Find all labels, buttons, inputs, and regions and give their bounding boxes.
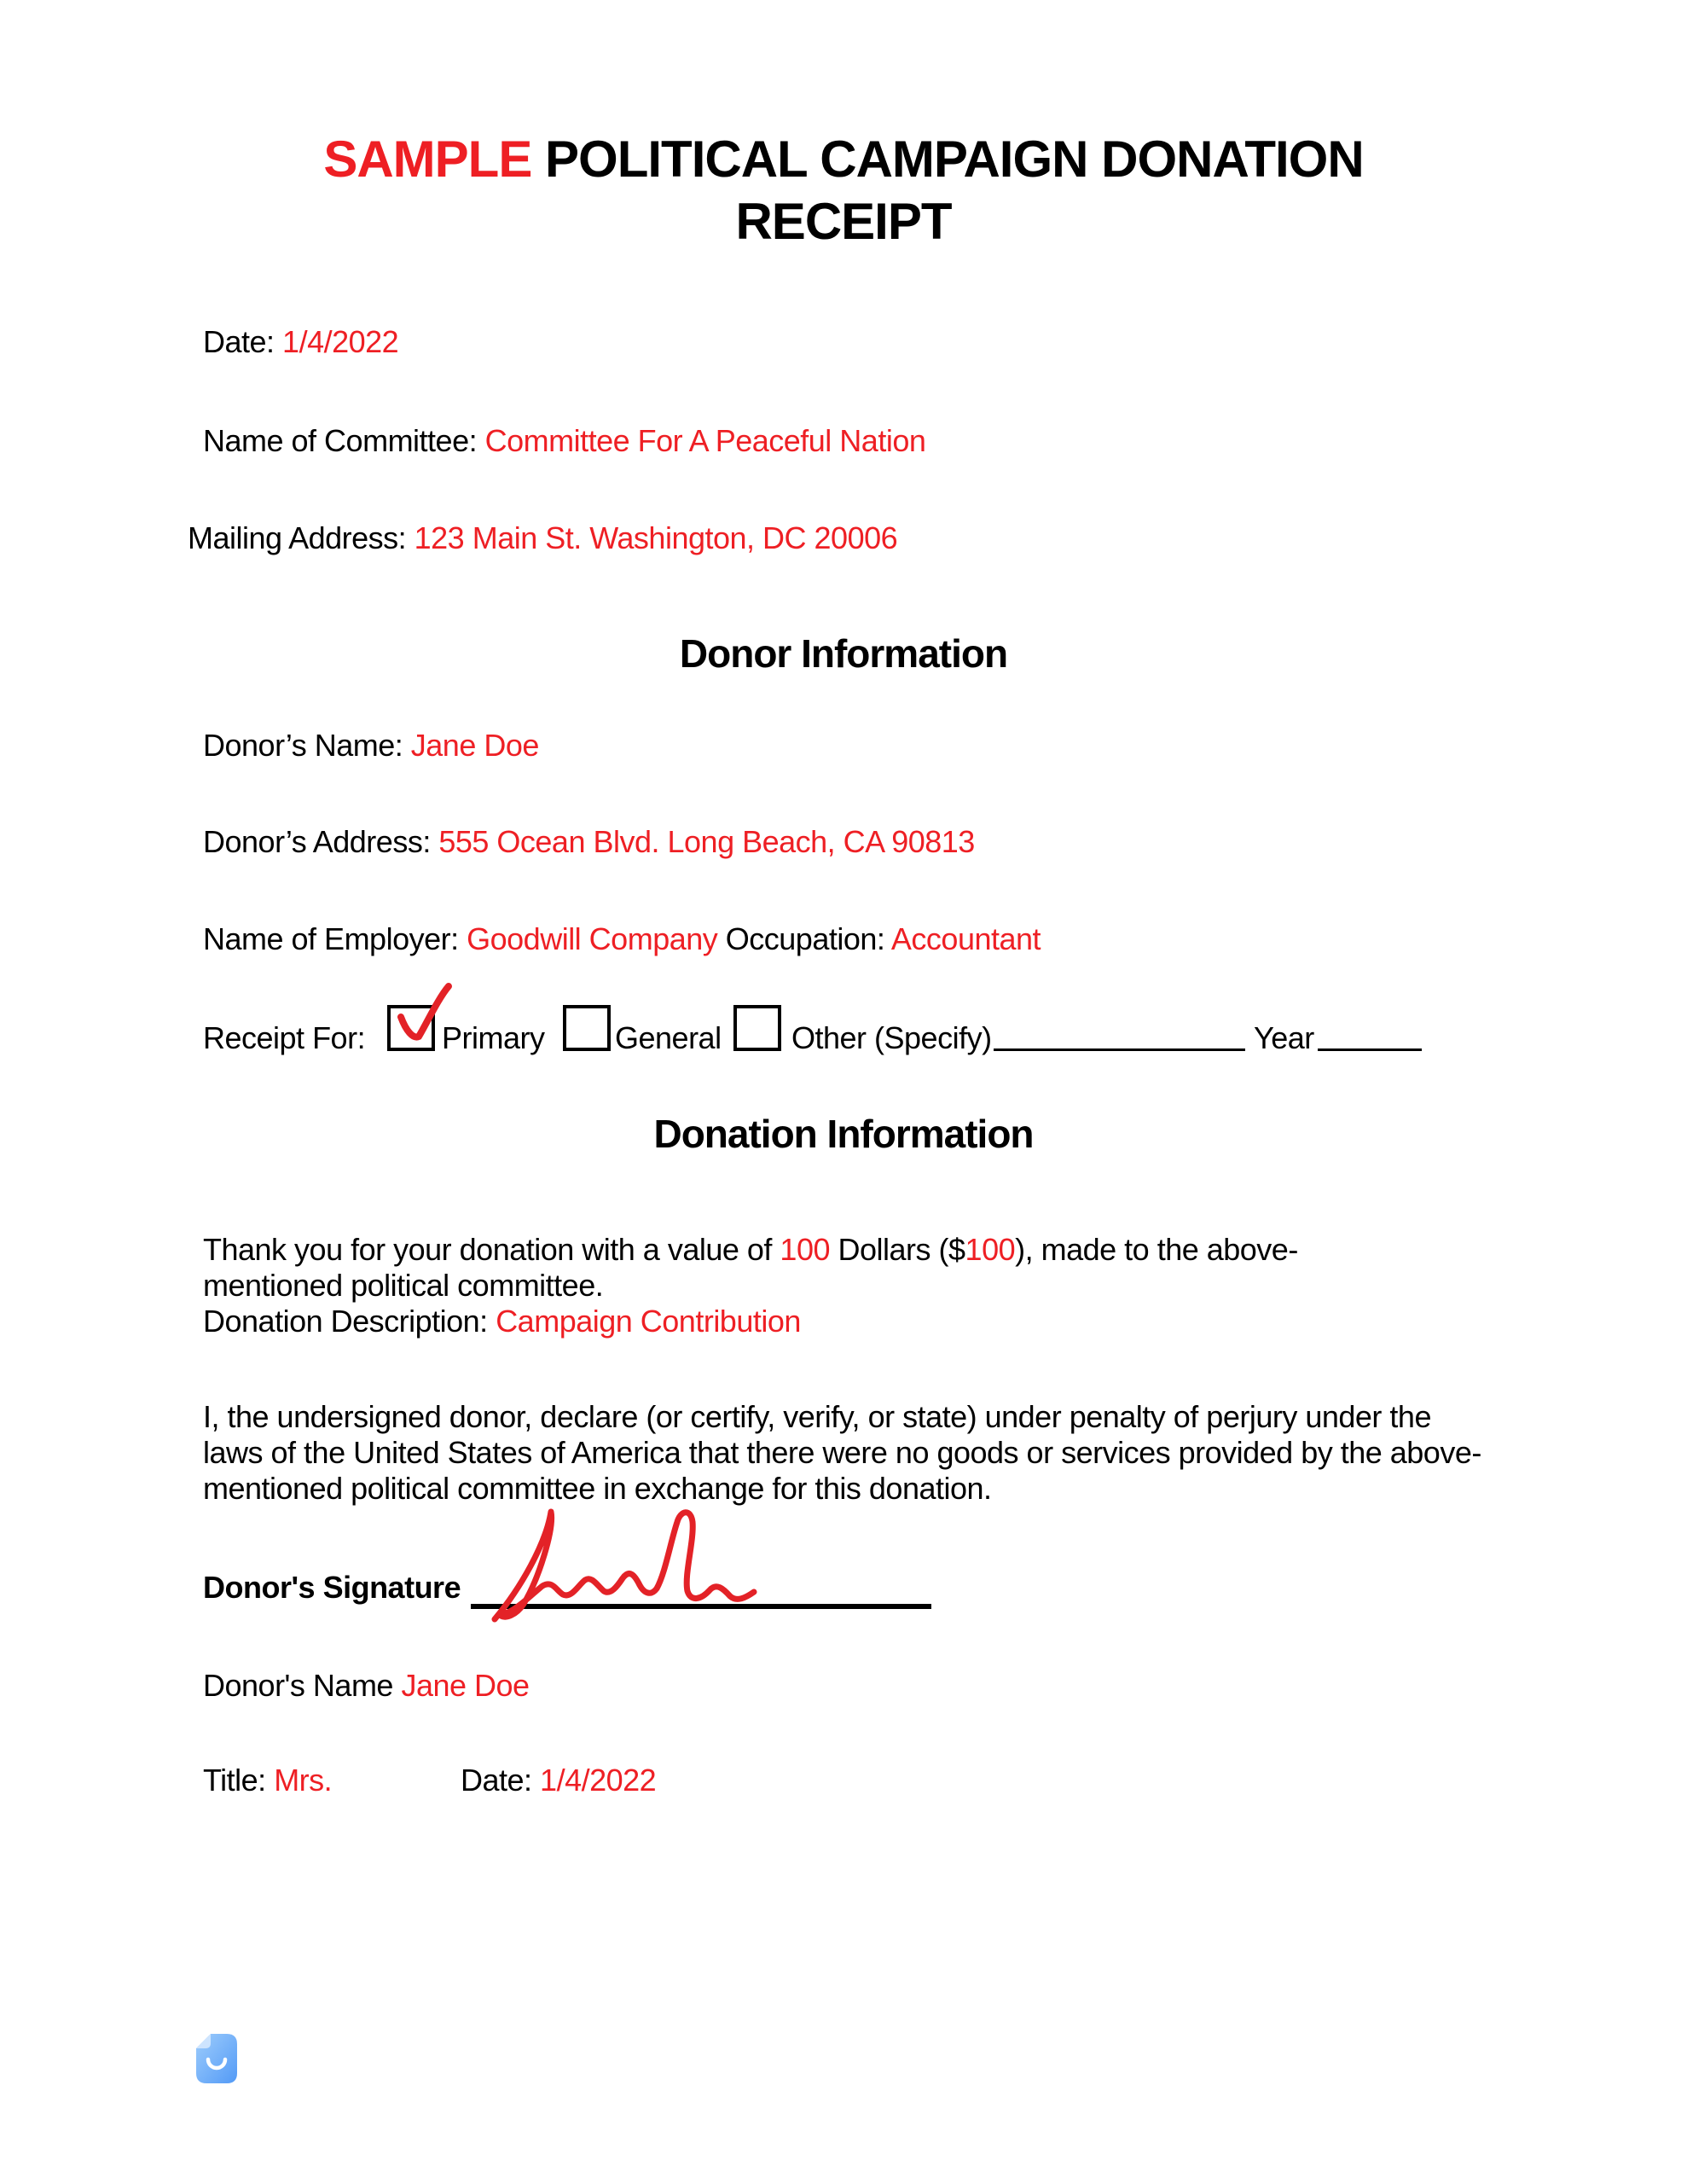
thank-you-paragraph: [203, 1232, 1337, 1304]
date-bottom-field: [461, 1763, 656, 1798]
donation-amount: 100: [965, 1232, 1016, 1267]
thanks-text-3: ), made to the above-mentioned political committee.: [203, 1232, 1298, 1303]
donation-description-value: Campaign Contribution: [496, 1304, 801, 1339]
date-row: [203, 324, 398, 360]
donor-address-label: Donor’s Address:: [203, 824, 439, 859]
donor-signature-label: Donor's Signature: [203, 1570, 461, 1605]
date-value: 1/4/2022: [282, 324, 399, 359]
date-bottom-label: Date:: [461, 1763, 541, 1798]
donation-value: 100: [780, 1232, 830, 1267]
occupation-value: Accountant: [890, 921, 1041, 956]
committee-name-row: [203, 423, 925, 459]
donor-name-bottom-value: Jane Doe: [401, 1668, 530, 1703]
title-value: Mrs.: [274, 1763, 333, 1798]
checkbox-other[interactable]: [733, 1005, 781, 1051]
committee-name-label: Name of Committee:: [203, 423, 485, 458]
page-title: [246, 128, 1441, 253]
year-label: Year: [1254, 1020, 1314, 1055]
donor-information-heading: Donor Information: [679, 631, 1008, 676]
thanks-text-2: Dollars ($: [830, 1232, 965, 1267]
declaration-paragraph: I, the undersigned donor, declare (or certify, verify, or state) under penalty of perjury under the laws of the United States of America that there were no goods or services provided by the above-mentioned political committee in exchange for this donation.: [203, 1399, 1481, 1506]
donor-name-bottom-label: Donor's Name: [203, 1668, 402, 1703]
donation-description-label: Donation Description:: [203, 1304, 496, 1339]
title-date-row: [203, 1763, 971, 1800]
document-smile-icon[interactable]: [196, 2034, 237, 2083]
other-specify-blank[interactable]: [994, 1048, 1245, 1051]
donation-information-heading: Donation Information: [653, 1112, 1034, 1156]
option-general-label: General: [615, 1020, 722, 1055]
donor-signature-scribble: [488, 1503, 808, 1631]
donor-address-row: [203, 824, 975, 860]
checkbox-primary[interactable]: [387, 1005, 435, 1051]
mailing-address-value: 123 Main St. Washington, DC 20006: [414, 520, 898, 555]
date-label: Date:: [203, 324, 283, 359]
donor-name-label: Donor’s Name:: [203, 728, 411, 763]
title-field: [203, 1763, 332, 1798]
donation-description-row: [203, 1304, 801, 1339]
employer-label: Name of Employer:: [203, 921, 467, 956]
receipt-for-label: Receipt For:: [203, 1020, 366, 1055]
mailing-address-label: Mailing Address:: [188, 520, 415, 555]
committee-name-value: Committee For A Peaceful Nation: [484, 423, 926, 458]
year-blank[interactable]: [1318, 1048, 1422, 1051]
donor-address-value: 555 Ocean Blvd. Long Beach, CA 90813: [438, 824, 975, 859]
option-other-label: Other (Specify): [791, 1020, 992, 1055]
date-bottom-value: 1/4/2022: [540, 1763, 657, 1798]
donor-name-bottom-row: [203, 1668, 530, 1704]
checkbox-general[interactable]: [563, 1005, 611, 1051]
employer-value: Goodwill Company: [467, 921, 718, 956]
title-rest: POLITICAL CAMPAIGN DONATION RECEIPT: [531, 131, 1364, 250]
receipt-for-row: [203, 1005, 1482, 1056]
donor-name-value: Jane Doe: [410, 728, 539, 763]
thanks-text-1: Thank you for your donation with a value of: [203, 1232, 780, 1267]
mailing-address-row: [188, 520, 897, 556]
spacer: [717, 921, 726, 956]
title-label: Title:: [203, 1763, 275, 1798]
occupation-label: Occupation:: [725, 921, 891, 956]
option-primary-label: Primary: [442, 1020, 545, 1055]
employer-occupation-row: [203, 921, 1041, 957]
title-sample-word: SAMPLE: [323, 131, 532, 188]
donor-name-row: [203, 728, 539, 764]
